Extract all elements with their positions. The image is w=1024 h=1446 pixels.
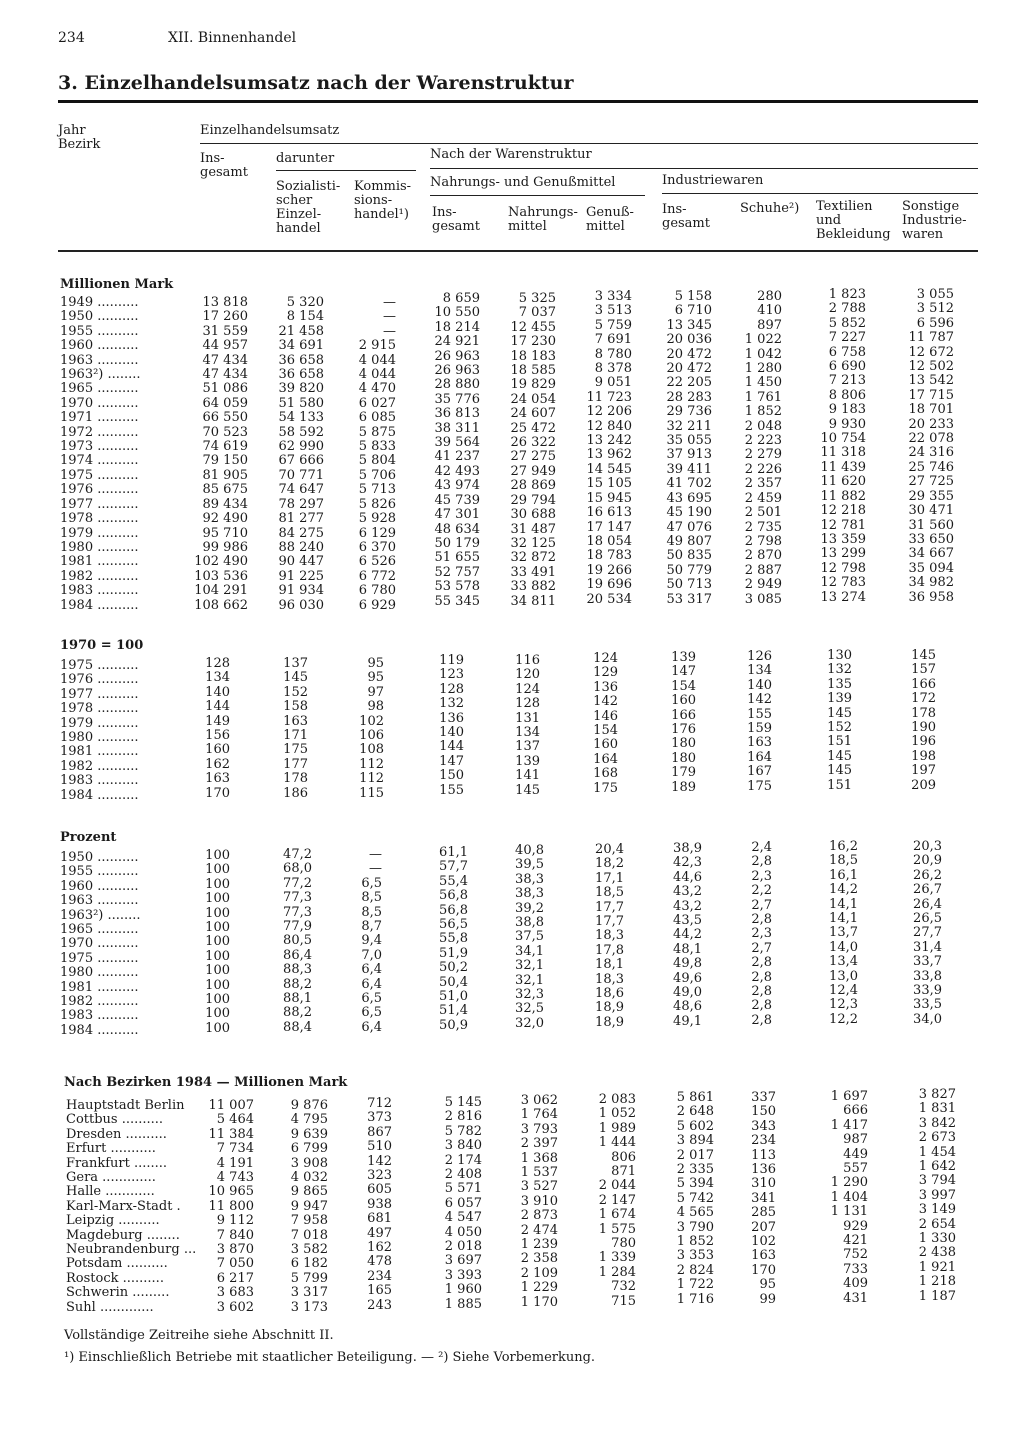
header-nach-warenstruktur: Nach der Warenstruktur (430, 147, 592, 162)
header-nahrungsmittel: Nahrungs- mittel (508, 205, 578, 234)
section-prozent-label: Prozent (60, 830, 117, 845)
col-index-nahrungsmittel: 116 120 124 128 131 134 137 139 141 145 (515, 653, 540, 798)
col-bezirke-genussmittel: 2 083 1 052 1 989 1 444 806 871 2 044 2 147 1 674 1 575 780 1 339 1 284 732 715 (598, 1092, 636, 1309)
header-rule-nahrung (430, 195, 645, 196)
header-ng-insgesamt: Ins- gesamt (432, 205, 480, 234)
page-header (58, 30, 296, 46)
col-bezirke-sonstige: 3 827 1 831 3 842 2 673 1 454 1 642 3 794 3 997 3 149 2 654 1 330 2 438 1 921 1 218 1 187 (918, 1087, 956, 1304)
section-bezirke-label: Nach Bezirken 1984 — Millionen Mark (64, 1075, 348, 1090)
col-millionen-sozialistischer: 5 320 8 154 21 458 34 691 36 658 36 658 39 820 51 580 54 133 58 592 62 990 67 666 70 771 74 647 78 297 81 277 84 275 88 240 90 447 91 225 91 934 96 030 (278, 295, 324, 613)
col-prozent-genussmittel: 20,4 18,2 17,1 18,5 17,7 17,7 18,3 17,8 18,1 18,3 18,6 18,9 18,9 (595, 842, 624, 1030)
section-index-label: 1970 = 100 (60, 638, 144, 653)
col-index-sonstige: 145 157 166 172 178 190 196 198 197 209 (911, 648, 936, 793)
header-bottom-rule (58, 250, 978, 252)
col-prozent-schuhe: 2,4 2,8 2,3 2,2 2,7 2,8 2,3 2,7 2,8 2,8 2,8 2,8 2,8 (751, 840, 772, 1028)
col-index-genussmittel: 124 129 136 142 146 154 160 164 168 175 (593, 651, 618, 796)
header-rule-1 (200, 143, 978, 144)
col-millionen-genussmittel: 3 334 3 513 5 759 7 691 8 780 8 378 9 051 11 723 12 206 12 840 13 242 13 962 14 545 15 105 15 945 16 613 17 147 18 054 18 783 19 266 19 696 20 534 (586, 289, 632, 607)
chapter-title: XII. Binnenhandel (168, 30, 297, 46)
header-genussmittel: Genuß- mittel (586, 205, 634, 234)
col-prozent-ng-insgesamt: 61,1 57,7 55,4 56,8 56,8 56,5 55,8 51,9 50,2 50,4 51,0 51,4 50,9 (439, 845, 468, 1033)
header-iw-insgesamt: Ins- gesamt (662, 202, 710, 231)
header-sonstige: Sonstige Industrie- waren (902, 199, 967, 242)
col-index-schuhe: 126 134 140 142 155 159 163 164 167 175 (747, 649, 772, 794)
header-rule-waren (430, 168, 978, 169)
col-millionen-kommission: — — — 2 915 4 044 4 044 4 470 6 027 6 085 5 875 5 833 5 804 5 706 5 713 5 826 5 928 6 129 6 370 6 526 6 772 6 780 6 929 (358, 295, 396, 613)
header-sozialistischer: Sozialisti- scher Einzel- handel (276, 179, 341, 236)
col-millionen-iw-insgesamt: 5 158 6 710 13 345 20 036 20 472 20 472 22 205 28 283 29 736 32 211 35 055 37 913 39 411 41 702 43 695 45 190 47 076 49 807 50 835 50 779 50 713 53 317 (666, 289, 712, 607)
header-textilien: Textilien und Bekleidung (816, 199, 891, 242)
col-millionen-textilien: 1 823 2 788 5 852 7 227 6 758 6 690 7 213 8 806 9 183 9 930 10 754 11 318 11 439 11 620 11 882 12 218 12 781 13 359 13 299 12 798 12 783 13 274 (820, 287, 866, 605)
col-bezirke-insgesamt: 11 007 5 464 11 384 7 734 4 191 4 743 10 965 11 800 9 112 7 840 3 870 7 050 6 217 3 683 3 602 (208, 1098, 254, 1315)
rows-bezirke: Hauptstadt Berlin Cottbus .......... Dresden .......... Erfurt ........... Frankfurt ........ Gera ............. Halle ............ Karl-Marx-Stadt . Leipzig .......... Magdeburg ........ Neubrandenburg ... Potsdam .......... Rostock .......... Schwerin ......... Suhl ............. (66, 1098, 197, 1315)
col-bezirke-sozialistischer: 9 876 4 795 9 639 6 799 3 908 4 032 9 865 9 947 7 958 7 018 3 582 6 182 5 799 3 317 3 173 (290, 1098, 328, 1315)
header-insgesamt: Ins- gesamt (200, 151, 248, 180)
footnote-zeitreihe: Vollständige Zeitreihe siehe Abschnitt II. (64, 1328, 334, 1343)
header-industriewaren: Industriewaren (662, 173, 764, 188)
col-index-kommission: 95 95 97 98 102 106 108 112 112 115 (359, 656, 384, 801)
col-millionen-sonstige: 3 055 3 512 6 596 11 787 12 672 12 502 13 542 17 715 18 701 20 233 22 078 24 316 25 746 27 725 29 355 30 471 31 560 33 650 34 667 35 094 34 982 36 958 (908, 287, 954, 605)
col-bezirke-textilien: 1 697 666 1 417 987 449 557 1 290 1 404 1 131 929 421 752 733 409 431 (830, 1089, 868, 1306)
col-index-insgesamt: 128 134 140 144 149 156 160 162 163 170 (205, 656, 230, 801)
col-bezirke-kommission: 712 373 867 510 142 323 605 938 681 497 162 478 234 165 243 (367, 1096, 392, 1313)
header-rule-darunter (276, 170, 416, 171)
header-jahr-bezirk: Jahr Bezirk (58, 123, 101, 152)
header-rule-industrie (662, 193, 978, 194)
col-prozent-sozialistischer: 47,2 68,0 77,2 77,3 77,3 77,9 80,5 86,4 88,3 88,2 88,1 88,2 88,4 (283, 847, 312, 1035)
header-nahrungs-genussmittel: Nahrungs- und Genußmittel (430, 175, 616, 190)
col-prozent-insgesamt: 100 100 100 100 100 100 100 100 100 100 100 100 100 (205, 848, 230, 1036)
rows-millionen: 1949 .......... 1950 .......... 1955 .......... 1960 .......... 1963 .......... 1963²) ........ 1965 .......... 1970 .......... 1971 .......... 1972 .......... 1973 .......... 1974 .......... 1975 .......... 1976 .......... 1977 .......... 1978 .......... 1979 .......... 1980 .......... 1981 .......... 1982 .......... 1983 .......... 1984 .......... (60, 295, 141, 613)
col-millionen-insgesamt: 13 818 17 260 31 559 44 957 47 434 47 434 51 086 64 059 66 550 70 523 74 619 79 150 81 905 85 675 89 434 92 490 95 710 99 986 102 490 103 536 104 291 108 662 (194, 295, 248, 613)
col-index-iw-insgesamt: 139 147 154 160 166 176 180 180 179 189 (671, 650, 696, 795)
col-index-textilien: 130 132 135 139 145 152 151 145 145 151 (827, 648, 852, 793)
title-rule (58, 100, 978, 103)
col-bezirke-iw-insgesamt: 5 861 2 648 5 602 3 894 2 017 2 335 5 394 5 742 4 565 3 790 1 852 3 353 2 824 1 722 1 716 (676, 1090, 714, 1307)
section-millionen-label: Millionen Mark (60, 277, 174, 292)
header-darunter: darunter (276, 151, 335, 166)
header-einzelhandelsumsatz: Einzelhandelsumsatz (200, 123, 340, 138)
rows-prozent: 1950 .......... 1955 .......... 1960 .......... 1963 .......... 1963²) ........ 1965 .......... 1970 .......... 1975 .......... 1980 .......... 1981 .......... 1982 .......... 1983 .......... 1984 .......... (60, 850, 141, 1038)
col-prozent-kommission: — — 6,5 8,5 8,5 8,7 9,4 7,0 6,4 6,4 6,5 6,5 6,4 (361, 847, 382, 1035)
col-millionen-ng-insgesamt: 8 659 10 550 18 214 24 921 26 963 26 963 28 880 35 776 36 813 38 311 39 564 41 237 42 493 43 974 45 739 47 301 48 634 50 179 51 655 52 757 53 578 55 345 (434, 291, 480, 609)
table-title: 3. Einzelhandelsumsatz nach der Warenstruktur (58, 72, 574, 94)
col-prozent-textilien: 16,2 18,5 16,1 14,2 14,1 14,1 13,7 14,0 13,4 13,0 12,4 12,3 12,2 (829, 839, 858, 1027)
col-prozent-nahrungsmittel: 40,8 39,5 38,3 38,3 39,2 38,8 37,5 34,1 32,1 32,1 32,3 32,5 32,0 (515, 843, 544, 1031)
header-schuhe: Schuhe²) (740, 201, 800, 216)
rows-index: 1975 .......... 1976 .......... 1977 .......... 1978 .......... 1979 .......... 1980 .......... 1981 .......... 1982 .......... 1983 .......... 1984 .......... (60, 658, 139, 803)
header-kommissionshandel: Kommis- sions- handel¹) (354, 179, 412, 222)
col-index-sozialistischer: 137 145 152 158 163 171 175 177 178 186 (283, 656, 308, 801)
col-millionen-nahrungsmittel: 5 325 7 037 12 455 17 230 18 183 18 585 19 829 24 054 24 607 25 472 26 322 27 275 27 949 28 869 29 794 30 688 31 487 32 125 32 872 33 491 33 882 34 811 (510, 291, 556, 609)
col-bezirke-nahrungsmittel: 3 062 1 764 3 793 2 397 1 368 1 537 3 527 3 910 2 873 2 474 1 239 2 358 2 109 1 229 1 170 (520, 1093, 558, 1310)
col-prozent-sonstige: 20,3 20,9 26,2 26,7 26,4 26,5 27,7 31,4 33,7 33,8 33,9 33,5 34,0 (913, 839, 942, 1027)
col-index-ng-insgesamt: 119 123 128 132 136 140 144 147 150 155 (439, 653, 464, 798)
page-number: 234 (58, 30, 85, 46)
col-prozent-iw-insgesamt: 38,9 42,3 44,6 43,2 43,2 43,5 44,2 48,1 49,8 49,6 49,0 48,6 49,1 (673, 841, 702, 1029)
col-bezirke-schuhe: 337 150 343 234 113 136 310 341 285 207 102 163 170 95 99 (751, 1090, 776, 1307)
footnote-marks: ¹) Einschließlich Betriebe mit staatlicher Beteiligung. — ²) Siehe Vorbemerkung. (64, 1350, 596, 1365)
col-bezirke-ng-insgesamt: 5 145 2 816 5 782 3 840 2 174 2 408 5 571 6 057 4 547 4 050 2 018 3 697 3 393 1 960 1 885 (444, 1095, 482, 1312)
col-millionen-schuhe: 280 410 897 1 022 1 042 1 280 1 450 1 761 1 852 2 048 2 223 2 279 2 226 2 357 2 459 2 501 2 735 2 798 2 870 2 887 2 949 3 085 (744, 289, 782, 607)
